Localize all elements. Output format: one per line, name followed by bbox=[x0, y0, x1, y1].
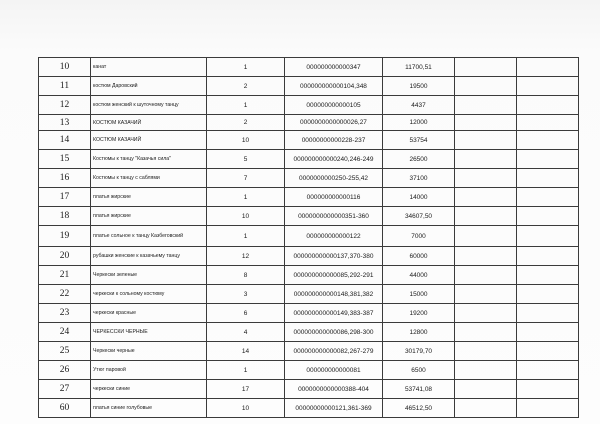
table-row bbox=[39, 380, 579, 399]
empty-cell bbox=[517, 58, 579, 77]
empty-cell bbox=[455, 304, 517, 323]
empty-cell bbox=[455, 188, 517, 207]
row-number: 14 bbox=[39, 131, 91, 150]
inventory-number: 000000000000085,292-291 bbox=[285, 266, 383, 285]
item-name: платье сольное к танцу Казбеговский bbox=[91, 226, 207, 247]
item-name: Черкески зеленые bbox=[91, 266, 207, 285]
row-number: 27 bbox=[39, 380, 91, 399]
inventory-number: 000000000000122 bbox=[285, 226, 383, 247]
item-quantity: 1 bbox=[207, 226, 285, 247]
row-number: 18 bbox=[39, 207, 91, 226]
empty-cell bbox=[517, 131, 579, 150]
item-quantity: 2 bbox=[207, 115, 285, 131]
table-row bbox=[39, 247, 579, 266]
empty-cell bbox=[517, 115, 579, 131]
item-quantity: 1 bbox=[207, 361, 285, 380]
item-name: костюм Даровский bbox=[91, 77, 207, 96]
table-row bbox=[39, 399, 579, 418]
empty-cell bbox=[517, 399, 579, 418]
item-name: платья синие голубовые bbox=[91, 399, 207, 418]
table-row bbox=[39, 323, 579, 342]
item-sum: 12000 bbox=[383, 115, 455, 131]
table-row bbox=[39, 115, 579, 131]
empty-cell bbox=[517, 323, 579, 342]
row-number: 22 bbox=[39, 285, 91, 304]
item-quantity: 1 bbox=[207, 58, 285, 77]
empty-cell bbox=[455, 399, 517, 418]
table-body bbox=[39, 58, 579, 418]
table-row bbox=[39, 188, 579, 207]
row-number: 17 bbox=[39, 188, 91, 207]
item-name: черкески синие bbox=[91, 380, 207, 399]
empty-cell bbox=[517, 304, 579, 323]
item-name: рубашки женские к казачьему танцу bbox=[91, 247, 207, 266]
inventory-number: 000000000000104,348 bbox=[285, 77, 383, 96]
empty-cell bbox=[517, 342, 579, 361]
item-quantity: 5 bbox=[207, 150, 285, 169]
item-sum: 6500 bbox=[383, 361, 455, 380]
inventory-number: 000000000000082,267-279 bbox=[285, 342, 383, 361]
item-quantity: 4 bbox=[207, 323, 285, 342]
item-sum: 19500 bbox=[383, 77, 455, 96]
table-row bbox=[39, 131, 579, 150]
table-row bbox=[39, 342, 579, 361]
inventory-number: 000000000000116 bbox=[285, 188, 383, 207]
empty-cell bbox=[455, 131, 517, 150]
item-name: черкески красные bbox=[91, 304, 207, 323]
empty-cell bbox=[517, 188, 579, 207]
item-sum: 19200 bbox=[383, 304, 455, 323]
item-name: Черкески черные bbox=[91, 342, 207, 361]
item-name: черкески к сольному костюму bbox=[91, 285, 207, 304]
empty-cell bbox=[455, 58, 517, 77]
empty-cell bbox=[517, 285, 579, 304]
item-sum: 15000 bbox=[383, 285, 455, 304]
faded-header-row bbox=[38, 36, 578, 56]
empty-cell bbox=[455, 226, 517, 247]
item-sum: 37100 bbox=[383, 169, 455, 188]
empty-cell bbox=[455, 150, 517, 169]
item-quantity: 12 bbox=[207, 247, 285, 266]
item-sum: 53754 bbox=[383, 131, 455, 150]
empty-cell bbox=[455, 247, 517, 266]
empty-cell bbox=[517, 96, 579, 115]
row-number: 13 bbox=[39, 115, 91, 131]
item-name: КОСТЮМ КАЗАЧИЙ bbox=[91, 115, 207, 131]
item-name: костюм женский к шуточному танцу bbox=[91, 96, 207, 115]
item-name: Костюмы к танцу "Казачья сила" bbox=[91, 150, 207, 169]
row-number: 23 bbox=[39, 304, 91, 323]
item-name: Костюмы к танцу с саблями bbox=[91, 169, 207, 188]
item-name: КОСТЮМ КАЗАЧИЙ bbox=[91, 131, 207, 150]
item-quantity: 7 bbox=[207, 169, 285, 188]
table-row bbox=[39, 77, 579, 96]
row-number: 24 bbox=[39, 323, 91, 342]
item-quantity: 10 bbox=[207, 207, 285, 226]
item-quantity: 3 bbox=[207, 285, 285, 304]
item-quantity: 6 bbox=[207, 304, 285, 323]
row-number: 25 bbox=[39, 342, 91, 361]
item-sum: 14000 bbox=[383, 188, 455, 207]
row-number: 15 bbox=[39, 150, 91, 169]
empty-cell bbox=[455, 361, 517, 380]
item-sum: 4437 bbox=[383, 96, 455, 115]
empty-cell bbox=[455, 207, 517, 226]
item-name: Утюг паровой bbox=[91, 361, 207, 380]
row-number: 11 bbox=[39, 77, 91, 96]
item-quantity: 8 bbox=[207, 266, 285, 285]
inventory-number: 000000000000240,246-249 bbox=[285, 150, 383, 169]
table-row bbox=[39, 169, 579, 188]
empty-cell bbox=[517, 247, 579, 266]
inventory-number: 0000000000000351-360 bbox=[285, 207, 383, 226]
empty-cell bbox=[517, 361, 579, 380]
inventory-number: 0000000000250-255,42 bbox=[285, 169, 383, 188]
empty-cell bbox=[455, 266, 517, 285]
empty-cell bbox=[455, 323, 517, 342]
row-number: 26 bbox=[39, 361, 91, 380]
item-sum: 44000 bbox=[383, 266, 455, 285]
item-sum: 11700,51 bbox=[383, 58, 455, 77]
empty-cell bbox=[517, 266, 579, 285]
item-name: платья жирские bbox=[91, 188, 207, 207]
item-quantity: 14 bbox=[207, 342, 285, 361]
inventory-number: 00000000000121,361-369 bbox=[285, 399, 383, 418]
table-row bbox=[39, 304, 579, 323]
inventory-number: 00000000000228-237 bbox=[285, 131, 383, 150]
row-number: 60 bbox=[39, 399, 91, 418]
inventory-number: 0000000000000026,27 bbox=[285, 115, 383, 131]
table-row bbox=[39, 285, 579, 304]
table-row bbox=[39, 150, 579, 169]
empty-cell bbox=[517, 77, 579, 96]
table-row bbox=[39, 58, 579, 77]
item-name: ЧЕРКЕССКИ ЧЕРНЫЕ bbox=[91, 323, 207, 342]
inventory-number: 000000000000347 bbox=[285, 58, 383, 77]
empty-cell bbox=[455, 77, 517, 96]
empty-cell bbox=[455, 96, 517, 115]
item-sum: 34607,50 bbox=[383, 207, 455, 226]
item-quantity: 17 bbox=[207, 380, 285, 399]
row-number: 10 bbox=[39, 58, 91, 77]
item-sum: 7000 bbox=[383, 226, 455, 247]
empty-cell bbox=[517, 207, 579, 226]
row-number: 12 bbox=[39, 96, 91, 115]
inventory-number: 000000000000137,370-380 bbox=[285, 247, 383, 266]
item-quantity: 1 bbox=[207, 188, 285, 207]
empty-cell bbox=[517, 150, 579, 169]
item-quantity: 1 bbox=[207, 96, 285, 115]
table-row bbox=[39, 207, 579, 226]
row-number: 21 bbox=[39, 266, 91, 285]
inventory-number: 000000000000149,383-387 bbox=[285, 304, 383, 323]
inventory-number: 000000000000086,298-300 bbox=[285, 323, 383, 342]
item-sum: 60000 bbox=[383, 247, 455, 266]
item-quantity: 10 bbox=[207, 131, 285, 150]
empty-cell bbox=[455, 285, 517, 304]
empty-cell bbox=[455, 115, 517, 131]
empty-cell bbox=[455, 169, 517, 188]
item-quantity: 10 bbox=[207, 399, 285, 418]
item-name: канат bbox=[91, 58, 207, 77]
table-row bbox=[39, 266, 579, 285]
item-quantity: 2 bbox=[207, 77, 285, 96]
inventory-number: 000000000000105 bbox=[285, 96, 383, 115]
row-number: 19 bbox=[39, 226, 91, 247]
empty-cell bbox=[517, 380, 579, 399]
item-sum: 46512,50 bbox=[383, 399, 455, 418]
item-name: платья жирские bbox=[91, 207, 207, 226]
empty-cell bbox=[517, 226, 579, 247]
item-sum: 53741,08 bbox=[383, 380, 455, 399]
item-sum: 12800 bbox=[383, 323, 455, 342]
table-row bbox=[39, 226, 579, 247]
empty-cell bbox=[455, 380, 517, 399]
inventory-table bbox=[38, 57, 579, 418]
row-number: 20 bbox=[39, 247, 91, 266]
empty-cell bbox=[517, 169, 579, 188]
row-number: 16 bbox=[39, 169, 91, 188]
inventory-number: 000000000000081 bbox=[285, 361, 383, 380]
empty-cell bbox=[455, 342, 517, 361]
inventory-number: 0000000000000388-404 bbox=[285, 380, 383, 399]
item-sum: 30179,70 bbox=[383, 342, 455, 361]
table-row bbox=[39, 361, 579, 380]
inventory-number: 000000000000148,381,382 bbox=[285, 285, 383, 304]
table-row bbox=[39, 96, 579, 115]
item-sum: 26500 bbox=[383, 150, 455, 169]
